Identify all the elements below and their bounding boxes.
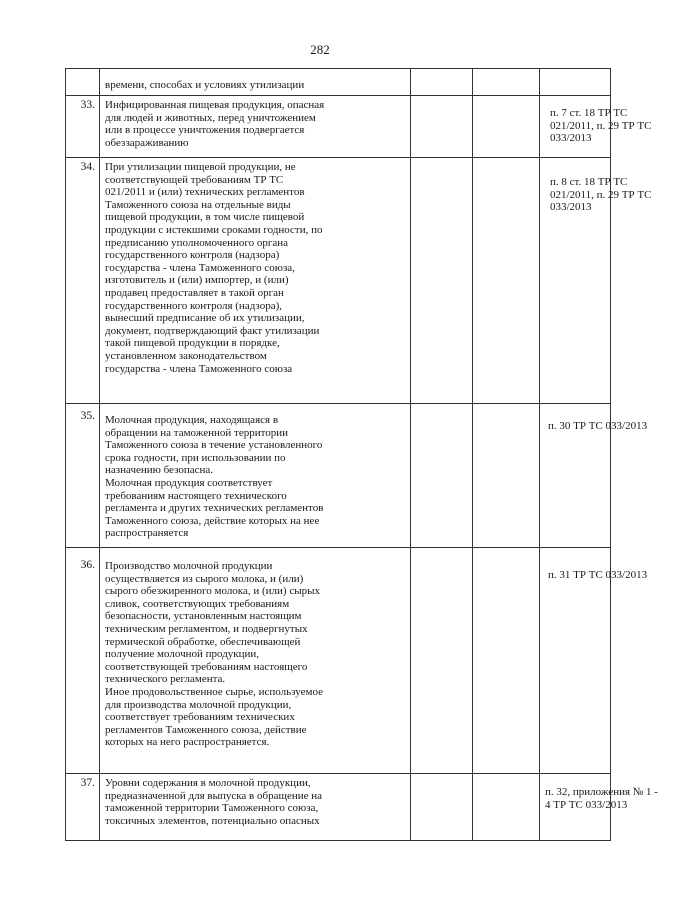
requirement-cell [99,158,410,404]
requirement-cell [99,404,410,548]
requirement-text: При утилизации пищевой продукции, не соответствующей требованиям ТР ТС 021/2011 и (или) технических регламентов Таможенного союза на отдельные виды пищевой продукции, в том числе пищевой продукции с истекшими сроками годности, по предписанию уполномоченного органа государственного контроля (надзора) государства - члена Таможенного союза, изготовитель и (или) импортер, и (или) продавец предоставляет в такой орган государственного контроля (надзора), вынесший предписание об их утилизации, документ, подтверждающий факт утилизации такой пищевой продукции в порядке, установленном законодательством государства - члена Таможенного союза [105,161,323,375]
requirement-cell [99,96,410,158]
empty-cell [410,404,472,548]
number-cell [65,158,99,404]
row-number: 36. [80,559,95,571]
empty-cell [472,69,539,96]
empty-cell [472,404,539,548]
table-row [65,547,648,774]
empty-cell [410,774,472,840]
empty-cell [472,158,539,404]
reference-text: п. 30 ТР ТС 033/2013 [548,420,648,432]
reference-text: п. 31 ТР ТС 033/2013 [548,569,648,581]
reference-text: п. 7 ст. 18 ТР ТС 021/2011, п. 29 ТР ТС 033/2013 [550,107,652,145]
reference-text: п. 8 ст. 18 ТР ТС 021/2011, п. 29 ТР ТС 033/2013 [550,176,652,214]
number-cell [65,404,99,548]
empty-cell [410,548,472,774]
row-number: 37. [80,777,95,789]
empty-cell [472,96,539,158]
reference-cell [539,404,648,548]
table-row [65,403,648,548]
empty-cell [410,158,472,404]
requirement-cell [99,548,410,774]
page-number: 282 [310,42,330,57]
table-row [65,68,611,96]
empty-cell [410,69,472,96]
requirement-text: Производство молочной продукции осуществляется из сырого молока, и (или) сырого обезжиренного молока, и (или) сырых сливок, соответствующих требованиям безопасности, установленным настоящим техническим регламентом, и подвергнутых термической обработке, обеспечивающей получение молочной продукции, соответствующей требованиям настоящего технического регламента. Иное продовольственное сырье, используемое для производства молочной продукции, соответствует требованиям технических регламентов Таможенного союза, действие которых на него распространяется. [105,560,324,749]
row-number: 34. [80,161,95,173]
requirement-text: Уровни содержания в молочной продукции, предназначенной для выпуска в обращение на таможенной территории Таможенного союза, токсичных элементов, потенциально опасных [105,777,322,827]
requirement-cell [99,69,410,96]
row-number: 33. [80,99,95,111]
table-row [65,157,652,404]
number-cell [65,548,99,774]
requirement-text: Инфицированная пищевая продукция, опасная для людей и животных, перед уничтожением или в процессе уничтожения подвергается обеззараживанию [105,99,325,149]
empty-cell [410,96,472,158]
reference-cell [539,96,652,158]
empty-cell [472,774,539,840]
requirement-text: Молочная продукция, находящаяся в обращении на таможенной территории Таможенного союза в течение установленного срока годности, при использовании по назначению безопасна. Молочная продукция соответствует требованиям настоящего технического регламента и других технических регламентов Таможенного союза, действие которых на нее распространяется [105,414,324,540]
number-cell [65,69,99,96]
reference-cell [539,69,611,96]
reference-cell [539,774,658,840]
requirement-text: времени, способах и условиях утилизации [105,79,305,91]
table-row [65,773,658,841]
requirement-cell [99,774,410,840]
reference-cell [539,158,652,404]
number-cell [65,774,99,840]
table-row [65,95,652,158]
row-number: 35. [80,410,95,422]
empty-cell [472,548,539,774]
number-cell [65,96,99,158]
reference-cell [539,548,648,774]
reference-text: п. 32, приложения № 1 - 4 ТР ТС 033/2013 [545,786,658,811]
